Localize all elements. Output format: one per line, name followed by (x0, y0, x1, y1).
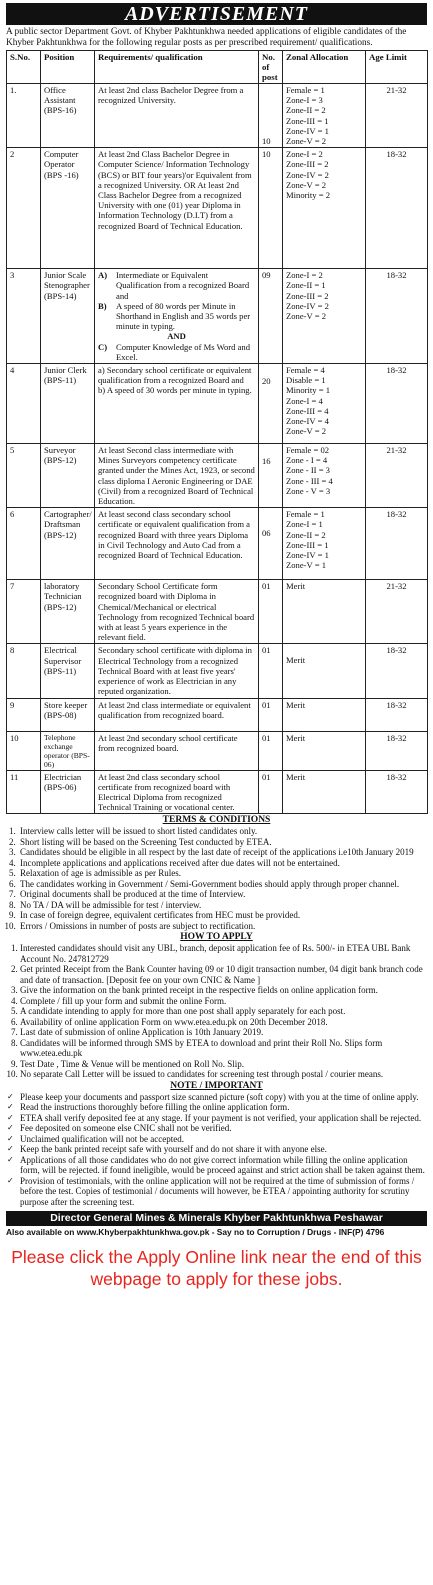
row-posts: 06 (259, 508, 283, 580)
zone-line: Merit (286, 581, 306, 592)
zone-line: Zone-III = 2 (286, 159, 329, 170)
row-zones (283, 84, 366, 148)
row-sno: 4 (7, 364, 41, 444)
list-item: ✓ Fee deposited on someone else CNIC shall not be verified. (18, 1123, 427, 1134)
zone-line: Merit (286, 655, 306, 666)
zone-line: Minority = 2 (286, 190, 330, 201)
zone-line: Zone-I = 2 (286, 149, 323, 160)
header-zonal-allocation: Zonal Allocation (283, 51, 366, 84)
list-item: 7. Last date of submission of online Application is 10th January 2019. (20, 1027, 427, 1038)
zone-line: Female = 02 (286, 445, 330, 456)
zone-line: Disable = 1 (286, 375, 326, 386)
zone-line: Zone-IV = 4 (286, 416, 329, 427)
list-item: 3. Candidates should be eligible in all respect by the last date of receipt of the applications i.e10th January 2019 (18, 847, 427, 858)
row-position: Electrical Supervisor (BPS-11) (41, 644, 95, 698)
zone-line: Zone-III = 4 (286, 405, 329, 416)
row-posts: 01 (259, 644, 283, 698)
row-age: 18-32 (366, 698, 428, 731)
row-zones (283, 444, 366, 508)
list-item: 10. No separate Call Letter will be issued to candidates for screening test through postal / courier means. (20, 1069, 427, 1080)
table-row (7, 731, 428, 770)
table-row (7, 148, 428, 269)
zone-line: Zone-II = 2 (286, 105, 326, 116)
row-sno: 3 (7, 269, 41, 364)
advertisement-title: ADVERTISEMENT (6, 3, 427, 25)
row-requirements (95, 364, 259, 444)
header-position: Position (41, 51, 95, 84)
row-age: 18-32 (366, 269, 428, 364)
table-row (7, 698, 428, 731)
row-zones (283, 580, 366, 644)
header-requirements: Requirements/ qualification (95, 51, 259, 84)
row-position: Junior Clerk (BPS-11) (41, 364, 95, 444)
how-to-apply-heading: HOW TO APPLY (180, 932, 253, 943)
zone-line: Zone-II = 1 (286, 280, 326, 291)
row-position: Computer Operator (BPS -16) (41, 148, 95, 269)
list-item: 10. Errors / Omissions in number of posts are subject to rectification. (18, 921, 427, 932)
zone-line: Zone-II = 2 (286, 529, 326, 540)
row-posts: 01 (259, 731, 283, 770)
table-row (7, 269, 428, 364)
zone-line: Female = 1 (286, 85, 325, 95)
row-position: Cartographer/ Draftsman (BPS-12) (41, 508, 95, 580)
zone-line: Zone-IV = 1 (286, 125, 329, 136)
row-age: 18-32 (366, 508, 428, 580)
row-zones (283, 644, 366, 698)
list-item: ✓ ETEA shall verify deposited fee at any stage. If your payment is not verified, your application shall be rejected. (18, 1113, 427, 1124)
zone-line: Merit (286, 699, 306, 710)
zone-line: Zone-III = 2 (286, 290, 329, 301)
zone-line: Zone - V = 3 (286, 485, 331, 496)
zone-line: Merit (286, 771, 306, 782)
table-row (7, 644, 428, 698)
row-sno: 5 (7, 444, 41, 508)
row-age: 18-32 (366, 364, 428, 444)
list-item: 5. A candidate intending to apply for more than one post shall apply separately for each post. (20, 1006, 427, 1017)
list-item: 6. Availability of online application Form on www.etea.edu.pk on 20th December 2018. (20, 1017, 427, 1028)
row-posts: 01 (259, 698, 283, 731)
row-requirements: At least 2nd class intermediate or equivalent qualification from recognized board. (95, 698, 259, 731)
zone-line: Zone - II = 3 (286, 465, 330, 476)
row-requirements: A) Intermediate or Equivalent Qualification from a recognized Board and B) A speed of 80 words per Minute in Shorthand in English and 35 words per minute in typing. AND C) Computer Knowledge of Ms Word and Excel. (95, 269, 259, 364)
row-age: 21-32 (366, 444, 428, 508)
zone-line: Zone-I = 3 (286, 95, 323, 106)
zone-line: Zone-I = 1 (286, 519, 323, 530)
row-age: 18-32 (366, 148, 428, 269)
header-no-of-post: No. of post (259, 51, 283, 84)
row-position: Electrician (BPS-06) (41, 770, 95, 814)
zone-line: Zone - III = 4 (286, 475, 333, 486)
zone-line: Minority = 1 (286, 385, 330, 396)
req-and: AND (167, 331, 186, 342)
row-posts: 20 (259, 364, 283, 444)
list-item: ✓ Applications of all those candidates who do not give correct information while filling the online application form, will be rejected. if found ineligible, would be proceed against and strict action shall be taken against them. (18, 1155, 427, 1176)
row-zones (283, 269, 366, 364)
zone-line: Zone-III = 1 (286, 115, 329, 126)
list-item: 3. Give the information on the bank printed receipt in the respective fields on online application form. (20, 985, 427, 996)
row-age: 18-32 (366, 770, 428, 814)
table-row (7, 508, 428, 580)
header-sno: S.No. (7, 51, 41, 84)
row-requirements: At least Second class intermediate with Mines Surveyors competency certificate granted under the Mines Act, 1923, or second class diploma I Aeronic Engineering or DAE (Civil) from a recognized Board of Technical Education. (95, 444, 259, 508)
intro-text: A public sector Department Govt. of Khyber Pakhtunkhwa needed applications of eligible candidates of the Khyber Pakhtunkhwa for the following regular posts as per prescribed requirement/ qualifications. (6, 27, 407, 48)
list-item: 4. Complete / fill up your form and submit the online Form. (20, 996, 427, 1007)
row-posts: 01 (259, 770, 283, 814)
zone-line: Zone-I = 4 (286, 395, 323, 406)
row-zones (283, 364, 366, 444)
row-sno: 8 (7, 644, 41, 698)
row-position: Telephone exchange operator (BPS-06) (41, 731, 95, 770)
list-item: ✓ Keep the bank printed receipt safe with yourself and do not share it with anyone else. (18, 1144, 427, 1155)
row-requirements: Secondary school certificate with diploma in Electrical Technology from a recognized Technical Board with at least five years' experience of work as Electrician in any reputed organization. (95, 644, 259, 698)
row-zones (283, 731, 366, 770)
row-requirements: At least 2nd class Bachelor Degree from a recognized University. (95, 84, 259, 148)
row-sno: 10 (7, 731, 41, 770)
zone-line: Zone-IV = 2 (286, 300, 329, 311)
row-zones (283, 148, 366, 269)
row-requirements: Secondary School Certificate form recognized board with Diploma in Chemical/Mechanical or electrical Technology from recognized Technical board with at least 5 years experience in the relevant field. (95, 580, 259, 644)
list-item: 6. The candidates working in Government / Semi-Government bodies should apply through proper channel. (18, 879, 427, 890)
table-row (7, 770, 428, 814)
list-item: 1. Interview calls letter will be issued to short listed candidates only. (18, 826, 427, 837)
list-item: ✓ Please keep your documents and passport size scanned picture (soft copy) with you at the time of online apply. (18, 1092, 427, 1103)
req-part-b: b) A speed of 30 words per minute in typing. (98, 385, 252, 396)
zone-line: Zone-V = 2 (286, 179, 327, 190)
req-part-b: A speed of 80 words per Minute in Shorthand in English and 35 words per minute in typing. (116, 300, 251, 332)
table-row (7, 84, 428, 148)
table-row (7, 580, 428, 644)
list-item: 7. Original documents shall be produced at the time of Interview. (18, 889, 427, 900)
row-position: Office Assistant (BPS-16) (41, 84, 95, 148)
row-posts: 09 (259, 269, 283, 364)
terms-list (6, 826, 427, 931)
zone-line: Zone-III = 1 (286, 539, 329, 550)
row-position: Surveyor (BPS-12) (41, 444, 95, 508)
row-sno: 2 (7, 148, 41, 269)
row-requirements: At least 2nd class secondary school certificate from recognized board with Electrical Diploma from recognized Technical Training or vocational center. (95, 770, 259, 814)
zone-line: Zone-V = 1 (286, 560, 327, 571)
row-sno: 11 (7, 770, 41, 814)
row-requirements: At least second class secondary school certificate or equivalent qualification from a recognized Board with three years Diploma in Civil Technology and Auto Cad from a recognized Board of Technical Education. (95, 508, 259, 580)
posts-table (6, 50, 428, 814)
table-row (7, 444, 428, 508)
list-item: ✓ Read the instructions thoroughly before filling the online application form. (18, 1102, 427, 1113)
row-posts: 10 (259, 84, 283, 148)
list-item: 9. In case of foreign degree, equivalent certificates from HEC must be provided. (18, 910, 427, 921)
list-item: 5. Relaxation of age is admissible as per Rules. (18, 868, 427, 879)
list-item: 1. Interested candidates should visit any UBL, branch, deposit application fee of Rs. 500/- in ETEA UBL Bank Account No. 247812729 (20, 943, 427, 964)
notes-list (6, 1092, 427, 1208)
zone-line: Female = 4 (286, 365, 325, 376)
row-zones (283, 698, 366, 731)
zone-line: Merit (286, 732, 306, 743)
row-position: Store keeper (BPS-08) (41, 698, 95, 731)
row-age: 21-32 (366, 580, 428, 644)
zone-line: Zone-V = 2 (286, 311, 327, 322)
also-available-line: Also available on www.Khyberpakhtunkhwa.gov.pk - Say no to Corruption / Drugs - INF(P) 4796 (6, 1227, 385, 1238)
row-sno: 7 (7, 580, 41, 644)
row-sno: 6 (7, 508, 41, 580)
how-to-apply-list (6, 943, 427, 1080)
zone-line: Female = 1 (286, 509, 325, 520)
row-sno: 9 (7, 698, 41, 731)
apply-online-message: Please click the Apply Online link near the end of this webpage to apply for these jobs. (11, 1247, 422, 1290)
issuing-authority: Director General Mines & Minerals Khyber Pakhtunkhwa Peshawar (6, 1211, 427, 1226)
row-position: laboratory Technician (BPS-12) (41, 580, 95, 644)
zone-line: Zone-I = 2 (286, 270, 323, 281)
list-item: 2. Get printed Receipt from the Bank Counter having 09 or 10 digit transaction number, 04 digit bank branch code and date of transaction. [Deposit fee on your own CNIC & Name ] (20, 964, 427, 985)
row-requirements: At least 2nd Class Bachelor Degree in Computer Science/ Information Technology (BCS) or BIT four years)'or Equivalent from a recognized University. OR At least 2nd Class Bachelor Degree from a recognized University with one (01) year Diploma in Information Technology (D.I.T) from a recognized Board of Technical Education. (95, 148, 259, 269)
row-age: 18-32 (366, 731, 428, 770)
list-item: ✓ Provision of testimonials, with the online application will not be required at the time of submission of forms / before the test. Copies of testimonial / documents will however, be ETEA / appointing authority for scrutiny purpose after the screening test. (18, 1176, 427, 1208)
row-sno: 1. (7, 84, 41, 148)
list-item: 9. Test Date , Time & Venue will be mentioned on Roll No. Slip. (20, 1059, 427, 1070)
zone-line: Zone-V = 2 (286, 136, 327, 147)
row-requirements: At least 2nd secondary school certificate from recognized board. (95, 731, 259, 770)
row-posts: 01 (259, 580, 283, 644)
table-row (7, 364, 428, 444)
list-item: 8. No TA / DA will be admissible for test / interview. (18, 900, 427, 911)
row-zones (283, 508, 366, 580)
row-zones (283, 770, 366, 814)
terms-heading: TERMS & CONDITIONS (162, 815, 271, 826)
list-item: 8. Candidates will be informed through SMS by ETEA to download and print their Roll No. Slips form www.etea.edu.pk (20, 1038, 427, 1059)
row-posts: 16 (259, 444, 283, 508)
req-part-c: Computer Knowledge of Ms Word and Excel. (116, 341, 251, 362)
row-position: Junior Scale Stenographer (BPS-14) (41, 269, 95, 364)
list-item: 2. Short listing will be based on the Screening Test conducted by ETEA. (18, 837, 427, 848)
row-age: 21-32 (366, 84, 428, 148)
table-header-row (7, 51, 428, 84)
list-item: ✓ Unclaimed qualification will not be accepted. (18, 1134, 427, 1145)
row-age: 18-32 (366, 644, 428, 698)
list-item: 4. Incomplete applications and applications received after due dates will not be entertained. (18, 858, 427, 869)
req-part-a: a) Secondary school certificate or equivalent qualification from a recognized Board and (98, 365, 252, 386)
row-posts: 10 (259, 148, 283, 269)
zone-line: Zone - I = 4 (286, 455, 328, 466)
zone-line: Zone-V = 2 (286, 426, 327, 437)
header-age-limit: Age Limit (366, 51, 428, 84)
zone-line: Zone-IV = 2 (286, 169, 329, 180)
zone-line: Zone-IV = 1 (286, 550, 329, 561)
req-part-a: Intermediate or Equivalent Qualification from a recognized Board and (116, 270, 250, 301)
note-heading: NOTE / IMPORTANT (170, 1080, 263, 1091)
